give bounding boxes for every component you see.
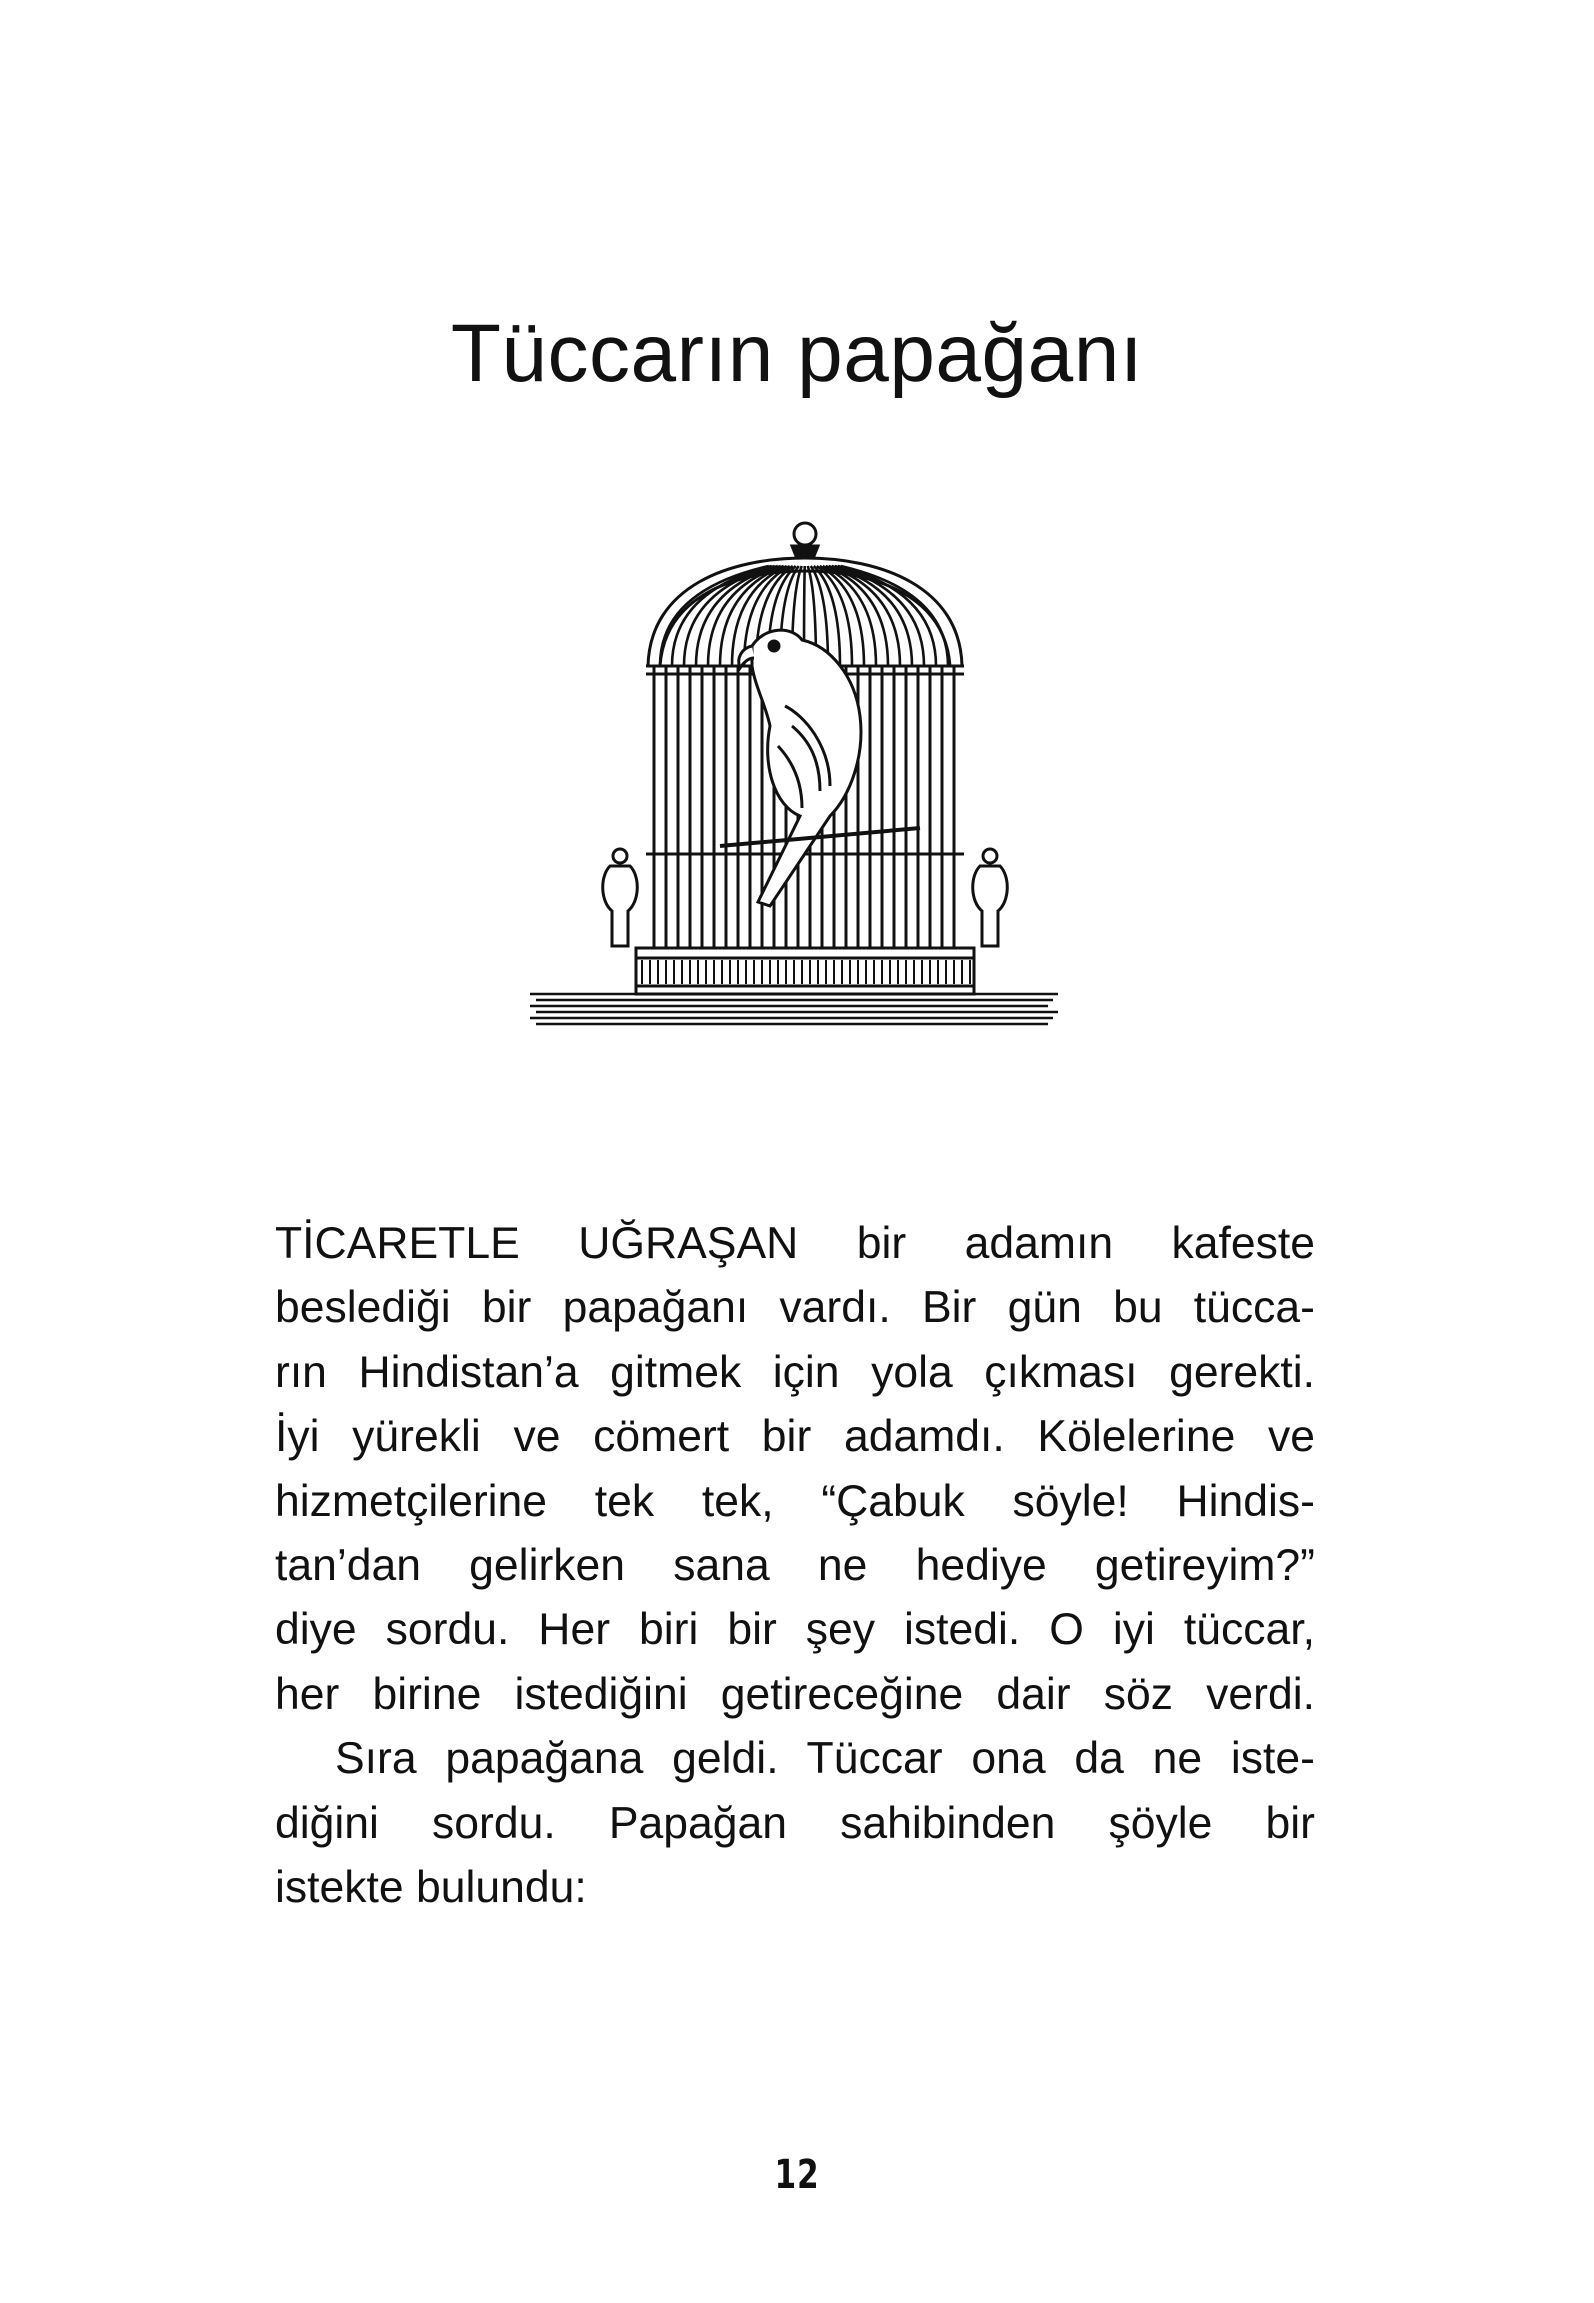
paragraph-1-line-6: tan’dan gelirken sana ne hediye getireyim?” — [275, 1540, 1315, 1590]
paragraph-1-line-5: hizmetçilerine tek tek, “Çabuk söyle! Hindis- — [275, 1476, 1315, 1526]
paragraph-1-line-8: her birine istediğini getireceğine dair söz verdi. — [275, 1669, 1315, 1719]
story-text — [275, 1212, 1315, 1920]
birdcage-with-parrot-icon — [530, 516, 1060, 1032]
chapter-title: Tüccarın papağanı — [450, 307, 1144, 399]
paragraph-2-line-2: diğini sordu. Papağan sahibinden şöyle bir — [275, 1798, 1315, 1848]
paragraph-1-line-1: TİCARETLE UĞRAŞAN bir adamın kafeste — [275, 1219, 1315, 1268]
page-number: 12 — [774, 2152, 820, 2198]
paragraph-1-line-7: diye sordu. Her biri bir şey istedi. O iyi tüccar, — [275, 1605, 1315, 1655]
paragraph-1-line-3: rın Hindistan’a gitmek için yola çıkması gerekti. — [275, 1347, 1315, 1397]
paragraph-1-line-4: İyi yürekli ve cömert bir adamdı. Kölelerine ve — [275, 1412, 1315, 1462]
paragraph-2-line-3: istekte bulundu: — [275, 1862, 587, 1912]
paragraph-1-line-2: beslediği bir papağanı vardı. Bir gün bu tücca- — [275, 1283, 1315, 1333]
paragraph-2-line-1: Sıra papağana geldi. Tüccar ona da ne iste- — [335, 1734, 1315, 1784]
